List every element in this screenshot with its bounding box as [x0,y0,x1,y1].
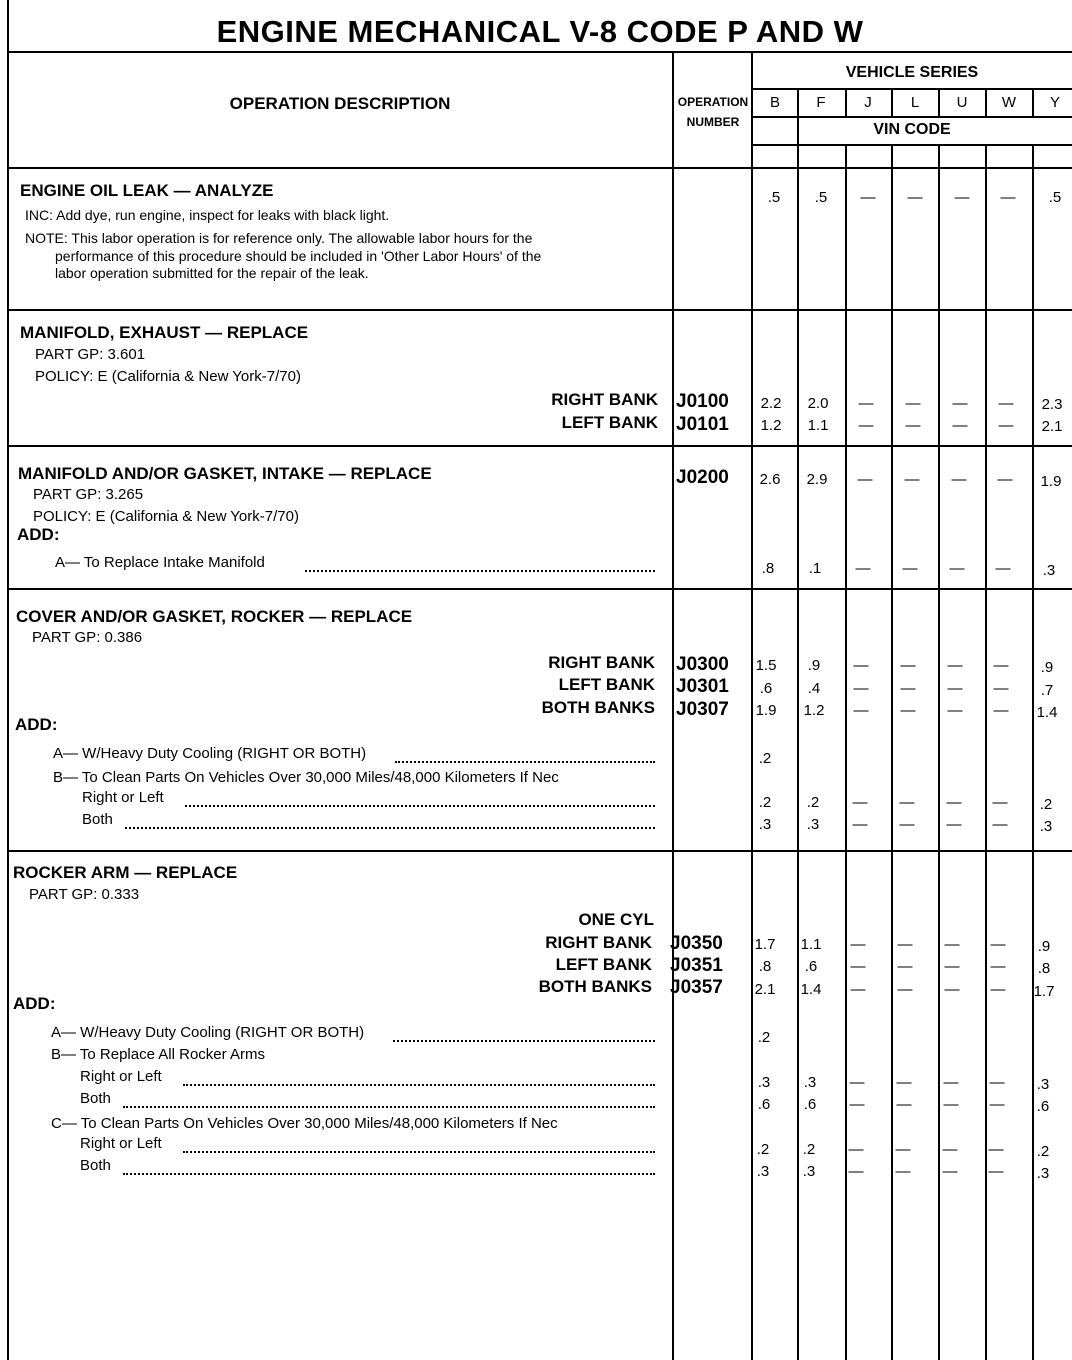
value-j: — [853,657,869,674]
value-u: — [943,1096,959,1113]
operation-number: J0300 [676,654,729,675]
series-separator [845,88,847,116]
value-b: .2 [758,750,772,767]
value-f: .2 [802,1141,816,1158]
section-line: NOTE: This labor operation is for reference only. The allowable labor hours for the [25,230,533,246]
add-item: B— To Clean Parts On Vehicles Over 30,000 Miles/48,000 Kilometers If Nec [53,769,559,786]
value-w: — [988,1163,1004,1180]
value-w: — [992,794,1008,811]
leader-dots [185,803,655,807]
value-l: — [900,702,916,719]
value-f: .4 [807,680,821,697]
add-item: Both [80,1090,111,1107]
leader-dots [183,1149,655,1153]
value-y: .3 [1036,1076,1050,1093]
value-j: — [849,1074,865,1091]
series-separator [938,88,940,116]
value-l: — [905,417,921,434]
value-b: 1.2 [760,417,782,434]
value-l: — [897,981,913,998]
value-u: — [942,1163,958,1180]
bank-label: BOTH BANKS [538,977,652,996]
frame-left [7,0,9,1360]
value-w: — [993,680,1009,697]
value-y: 1.9 [1040,473,1062,490]
value-y: .6 [1036,1098,1050,1115]
operation-description-header: OPERATION DESCRIPTION [229,94,451,113]
value-u: — [947,702,963,719]
value-u: — [943,1074,959,1091]
value-w: — [990,958,1006,975]
leader-dots [123,1104,655,1108]
value-w: — [990,981,1006,998]
value-l: — [904,471,920,488]
section-divider [7,850,1072,852]
leader-dots [123,1171,655,1175]
value-f: 1.1 [807,417,829,434]
value-l: — [897,936,913,953]
operation-number: J0101 [676,414,729,435]
value-y: 1.7 [1033,983,1055,1000]
leader-dots [183,1082,655,1086]
value-b: .3 [757,1074,771,1091]
value-j: — [848,1163,864,1180]
value-b: 1.5 [755,657,777,674]
value-w: — [1000,189,1016,206]
section-line: POLICY: E (California & New York-7/70) [35,368,301,385]
value-b: .3 [758,816,772,833]
value-y: .9 [1037,938,1051,955]
value-f: .5 [814,189,828,206]
value-u: — [944,936,960,953]
add-label: ADD: [17,525,60,544]
bank-label: RIGHT BANK [545,933,652,952]
leader-dots [393,1038,655,1042]
value-b: .2 [756,1141,770,1158]
value-u: — [944,981,960,998]
value-b: .3 [756,1163,770,1180]
value-u: — [944,958,960,975]
value-w: — [989,1096,1005,1113]
value-f: .1 [808,560,822,577]
value-f: .3 [806,816,820,833]
add-item: Both [80,1157,111,1174]
value-w: — [988,1141,1004,1158]
value-l: — [905,395,921,412]
value-l: — [899,816,915,833]
value-j: — [853,702,869,719]
vin-code-divider [751,144,1072,146]
value-u: — [942,1141,958,1158]
operation-number: J0200 [676,467,729,488]
value-w: — [993,702,1009,719]
value-w: — [992,816,1008,833]
operation-number-header-line2: NUMBER [686,115,740,129]
value-u: — [951,471,967,488]
value-w: — [998,417,1014,434]
one-cyl-label: ONE CYL [578,910,654,929]
value-f: .6 [804,958,818,975]
value-b: 2.2 [760,395,782,412]
value-u: — [952,417,968,434]
vehicle-series-divider [751,88,1072,90]
value-b: 2.6 [759,471,781,488]
value-u: — [946,794,962,811]
value-y: .9 [1040,659,1054,676]
add-item: A— W/Heavy Duty Cooling (RIGHT OR BOTH) [53,745,367,762]
value-j: — [853,680,869,697]
section-title: MANIFOLD AND/OR GASKET, INTAKE — REPLACE [18,464,432,483]
value-w: — [993,657,1009,674]
value-j: — [852,794,868,811]
value-j: — [850,958,866,975]
value-j: — [857,471,873,488]
section-divider [7,445,1072,447]
leader-dots [395,759,655,763]
value-f: 1.2 [803,702,825,719]
section-divider [7,588,1072,590]
value-f: .2 [806,794,820,811]
leader-dots [125,825,655,829]
bank-label: RIGHT BANK [551,390,658,409]
value-f: 1.4 [800,981,822,998]
add-item: Right or Left [82,789,164,806]
value-w: — [998,395,1014,412]
value-j: — [855,560,871,577]
value-l: — [900,680,916,697]
value-y: .2 [1036,1143,1050,1160]
value-u: — [952,395,968,412]
value-u: — [947,680,963,697]
series-code-u: U [956,94,968,111]
value-j: — [860,189,876,206]
value-w: — [989,1074,1005,1091]
value-j: — [852,816,868,833]
add-item: Right or Left [80,1068,162,1085]
value-b: .8 [761,560,775,577]
value-j: — [858,395,874,412]
value-y: .5 [1048,189,1062,206]
value-u: — [947,657,963,674]
bank-label: RIGHT BANK [548,653,655,672]
add-item: A— W/Heavy Duty Cooling (RIGHT OR BOTH) [51,1024,365,1041]
value-y: .3 [1042,562,1056,579]
section-title: ENGINE OIL LEAK — ANALYZE [20,181,274,200]
value-b: 1.7 [754,936,776,953]
value-y: .7 [1040,682,1054,699]
series-code-b: B [769,94,780,111]
section-line: PART GP: 3.265 [33,486,144,503]
value-y: .8 [1037,960,1051,977]
value-l: — [895,1141,911,1158]
vin-code-header: VIN CODE [873,121,951,138]
series-separator [985,88,987,116]
value-b: .2 [757,1029,771,1046]
value-w: — [997,471,1013,488]
operation-number: J0307 [676,699,729,720]
value-y: 2.3 [1041,396,1063,413]
value-l: — [899,794,915,811]
section-line: INC: Add dye, run engine, inspect for leaks with black light. [25,207,390,223]
value-f: 1.1 [800,936,822,953]
value-f: 2.9 [806,471,828,488]
value-l: — [896,1074,912,1091]
value-b: .6 [759,680,773,697]
value-u: — [946,816,962,833]
value-j: — [849,1096,865,1113]
section-line: PART GP: 0.333 [29,886,140,903]
value-w: — [995,560,1011,577]
section-line: performance of this procedure should be included in 'Other Labor Hours' of the [55,248,542,264]
value-l: — [897,958,913,975]
operation-number: J0350 [670,933,723,954]
section-line: labor operation submitted for the repair of the leak. [55,265,369,281]
value-l: — [900,657,916,674]
section-line: PART GP: 3.601 [35,346,146,363]
series-code-j: J [864,94,872,111]
leader-dots [305,568,655,572]
section-title: COVER AND/OR GASKET, ROCKER — REPLACE [16,607,413,626]
value-f: .3 [803,1074,817,1091]
add-item: Right or Left [80,1135,162,1152]
bank-label: LEFT BANK [555,955,652,974]
add-label: ADD: [13,994,56,1013]
series-code-w: W [1001,94,1017,111]
series-code-l: L [910,94,920,111]
value-f: .3 [802,1163,816,1180]
add-label: ADD: [15,715,58,734]
value-y: .2 [1039,796,1053,813]
value-f: .9 [807,657,821,674]
value-l: — [896,1096,912,1113]
series-codes-divider [751,116,1072,118]
series-code-y: Y [1049,94,1060,111]
value-w: — [990,936,1006,953]
value-b: 2.1 [754,981,776,998]
value-f: 2.0 [807,395,829,412]
value-y: .3 [1039,818,1053,835]
operation-number: J0100 [676,391,729,412]
value-j: — [850,981,866,998]
bank-label: LEFT BANK [558,675,655,694]
series-code-f: F [816,94,826,111]
section-line: PART GP: 0.386 [32,629,143,646]
add-item: Both [82,811,113,828]
value-b: .5 [767,189,781,206]
page-title: ENGINE MECHANICAL V-8 CODE P AND W [216,14,864,49]
value-f: .6 [803,1096,817,1113]
series-separator [891,88,893,116]
value-u: — [954,189,970,206]
operation-number: J0357 [670,977,723,998]
add-item: B— To Replace All Rocker Arms [51,1046,265,1063]
value-y: 2.1 [1041,418,1063,435]
add-item: A— To Replace Intake Manifold [55,554,265,571]
value-y: 1.4 [1036,704,1058,721]
add-item: C— To Clean Parts On Vehicles Over 30,000 Miles/48,000 Kilometers If Nec [51,1115,558,1132]
value-j: — [848,1141,864,1158]
value-j: — [858,417,874,434]
section-title: ROCKER ARM — REPLACE [13,863,238,882]
value-l: — [907,189,923,206]
value-b: .8 [758,958,772,975]
section-divider [7,309,1072,311]
vehicle-series-header: VEHICLE SERIES [845,64,979,81]
operation-number: J0351 [670,955,723,976]
section-title: MANIFOLD, EXHAUST — REPLACE [20,323,309,342]
value-u: — [949,560,965,577]
operation-number: J0301 [676,676,729,697]
bank-label: LEFT BANK [561,413,658,432]
value-y: .3 [1036,1165,1050,1182]
opnum-column-left [672,52,674,1360]
value-j: — [850,936,866,953]
value-l: — [895,1163,911,1180]
operation-number-header-line1: OPERATION [677,95,749,109]
series-separator [1032,88,1034,116]
section-line: POLICY: E (California & New York-7/70) [33,508,299,525]
value-b: .2 [758,794,772,811]
value-l: — [902,560,918,577]
value-b: .6 [757,1096,771,1113]
header-divider [7,167,1072,169]
value-b: 1.9 [755,702,777,719]
bank-label: BOTH BANKS [541,698,655,717]
